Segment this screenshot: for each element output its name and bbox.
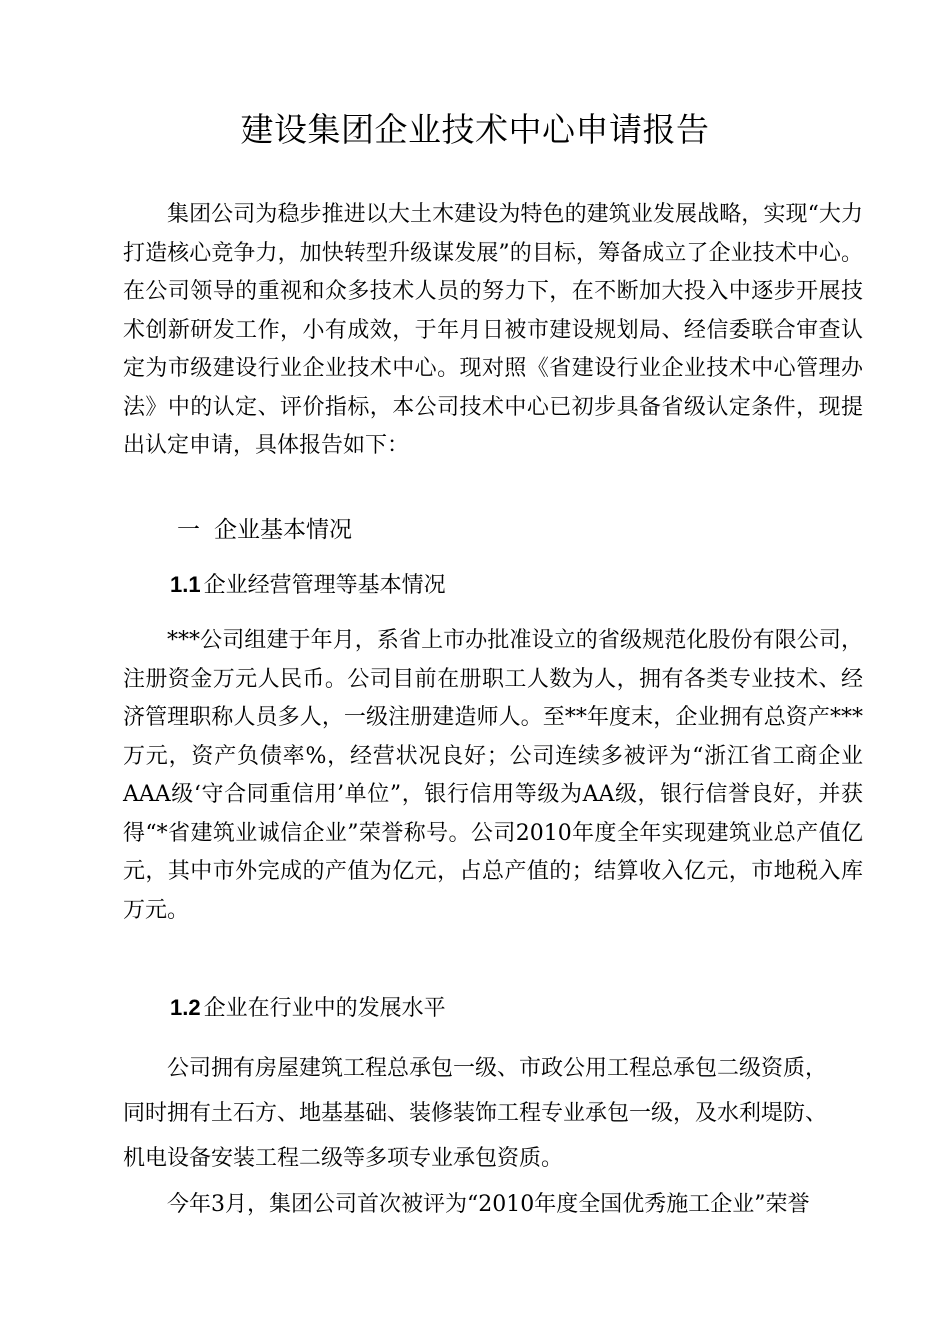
section-title: 企业基本情况 [214, 517, 352, 543]
subsection-1-2-paragraph-2: 今年3月，集团公司首次被评为“2010年度全国优秀施工企业”荣誉 [167, 1192, 810, 1217]
intro-paragraph: 集团公司为稳步推进以大土木建设为特色的建筑业发展战略，实现“大力打造核心竞争力，加快转型升级谋发展”的目标，筹备成立了企业技术中心。在公司领导的重视和众多技术人员的努力下，在不断加大投入中逐步开展技术创新研发工作，小有成效，于年月日被市建设规划局、经信委联合审查认定为市级建设行业企业技术中心。现对照《省建设行业企业技术中心管理办法》中的认定、评价指标，本公司技术中心已初步具备省级认定条件，现提出认定申请，具体报告如下： [123, 202, 863, 458]
subsection-heading-1-2 [170, 988, 446, 1029]
subsection-heading-1-1 [170, 565, 446, 606]
subsection-1-2-line-3: 机电设备安装工程二级等多项专业承包资质。 [123, 1146, 564, 1171]
subsection-title: 企业在行业中的发展水平 [203, 996, 446, 1021]
section-number: 一 [177, 517, 200, 543]
subsection-number: 1.1 [170, 572, 201, 597]
document-title: 建设集团企业技术中心申请报告 [240, 110, 710, 149]
subsection-1-1-paragraph: ***公司组建于年月，系省上市办批准设立的省级规范化股份有限公司，注册资金万元人民币。公司目前在册职工人数为人，拥有各类专业技术、经济管理职称人员多人，一级注册建造师人。至**年度末，企业拥有总资产***万元，资产负债率%，经营状况良好；公司连续多被评为“浙江省工商企业AAA级‘守合同重信用’单位”，银行信用等级为AA级，银行信誉良好，并获得“*省建筑业诚信企业”荣誉称号。公司2010年度全年实现建筑业总产值亿元，其中市外完成的产值为亿元，占总产值的；结算收入亿元，市地税入库万元。 [123, 628, 863, 923]
subsection-number: 1.2 [170, 995, 201, 1020]
section-heading-1 [177, 510, 352, 550]
subsection-1-2-line-1: 公司拥有房屋建筑工程总承包一级、市政公用工程总承包二级资质， [167, 1056, 828, 1081]
subsection-1-2-line-2: 同时拥有土石方、地基基础、装修装饰工程专业承包一级，及水利堤防、 [123, 1101, 828, 1126]
subsection-title: 企业经营管理等基本情况 [203, 573, 446, 598]
